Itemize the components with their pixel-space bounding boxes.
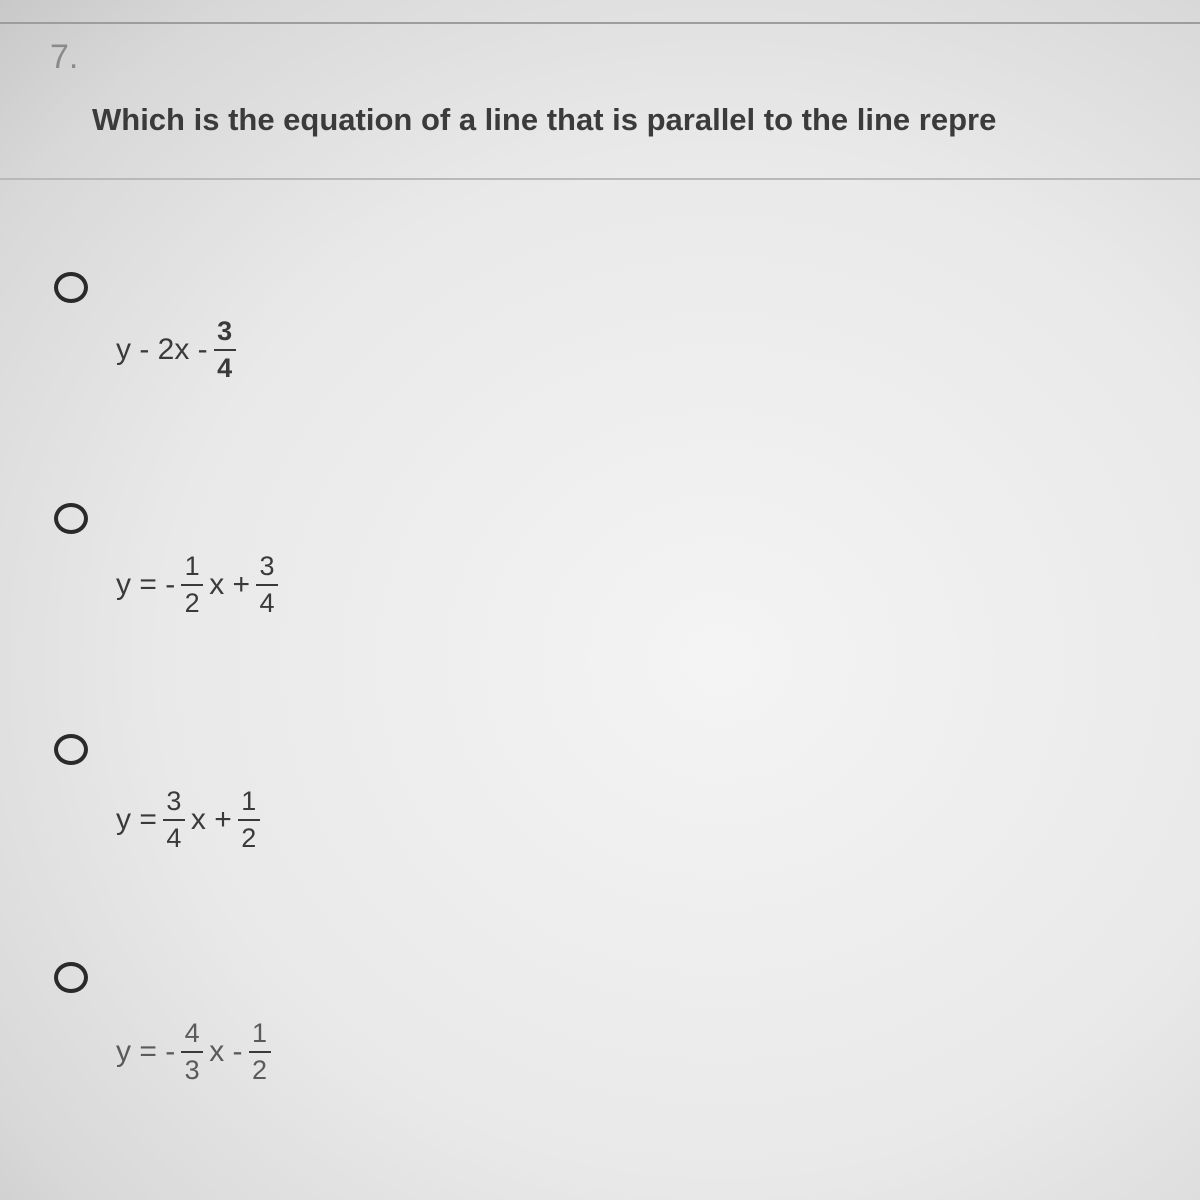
fraction-denominator: 4	[217, 353, 233, 383]
equation-c-fraction-1	[163, 788, 185, 852]
fraction-bar	[214, 349, 236, 351]
equation-c-middle: x +	[190, 803, 232, 836]
equation-a-fraction-1	[214, 318, 236, 382]
fraction-numerator: 3	[217, 316, 233, 346]
answer-option-b[interactable]	[44, 503, 444, 673]
equation-a-prefix: y - 2x -	[116, 333, 208, 366]
fraction-denominator: 2	[241, 823, 257, 853]
radio-button-d[interactable]	[54, 962, 88, 993]
fraction-denominator: 3	[184, 1055, 200, 1085]
equation-d	[114, 1002, 275, 1102]
radio-button-b[interactable]	[54, 503, 88, 534]
top-rule	[0, 22, 1200, 24]
equation-d-middle: x -	[209, 1035, 243, 1068]
fraction-denominator: 2	[252, 1055, 268, 1085]
fraction-bar	[181, 1051, 203, 1053]
fraction-numerator: 3	[166, 786, 182, 816]
fraction-numerator: 4	[184, 1018, 200, 1048]
fraction-bar	[256, 584, 278, 586]
question-text: Which is the equation of a line that is parallel to the line repre	[92, 102, 997, 137]
fraction-numerator: 3	[259, 551, 275, 581]
fraction-bar	[181, 584, 203, 586]
question-divider	[0, 178, 1200, 180]
fraction-bar	[163, 819, 185, 821]
fraction-bar	[238, 819, 260, 821]
equation-b-fraction-1	[181, 553, 203, 617]
answer-option-d[interactable]	[44, 962, 444, 1132]
equation-d-fraction-2	[249, 1020, 271, 1084]
equation-d-fraction-1	[181, 1020, 203, 1084]
answer-option-c[interactable]	[44, 734, 444, 904]
equation-b-prefix: y = -	[116, 568, 176, 601]
question-number: 7.	[50, 38, 79, 76]
equation-d-prefix: y = -	[116, 1035, 176, 1068]
fraction-denominator: 2	[184, 588, 200, 618]
equation-c	[114, 770, 264, 870]
fraction-denominator: 4	[259, 588, 275, 618]
equation-b	[114, 535, 282, 635]
fraction-bar	[249, 1051, 271, 1053]
equation-c-prefix: y =	[116, 803, 157, 836]
fraction-numerator: 1	[184, 551, 200, 581]
fraction-numerator: 1	[252, 1018, 268, 1048]
equation-c-fraction-2	[238, 788, 260, 852]
equation-a	[114, 300, 240, 400]
fraction-denominator: 4	[166, 823, 182, 853]
answer-option-a[interactable]	[44, 272, 444, 442]
fraction-numerator: 1	[241, 786, 257, 816]
equation-b-fraction-2	[256, 553, 278, 617]
radio-button-c[interactable]	[54, 734, 88, 765]
radio-button-a[interactable]	[54, 272, 88, 303]
equation-b-middle: x +	[209, 568, 251, 601]
